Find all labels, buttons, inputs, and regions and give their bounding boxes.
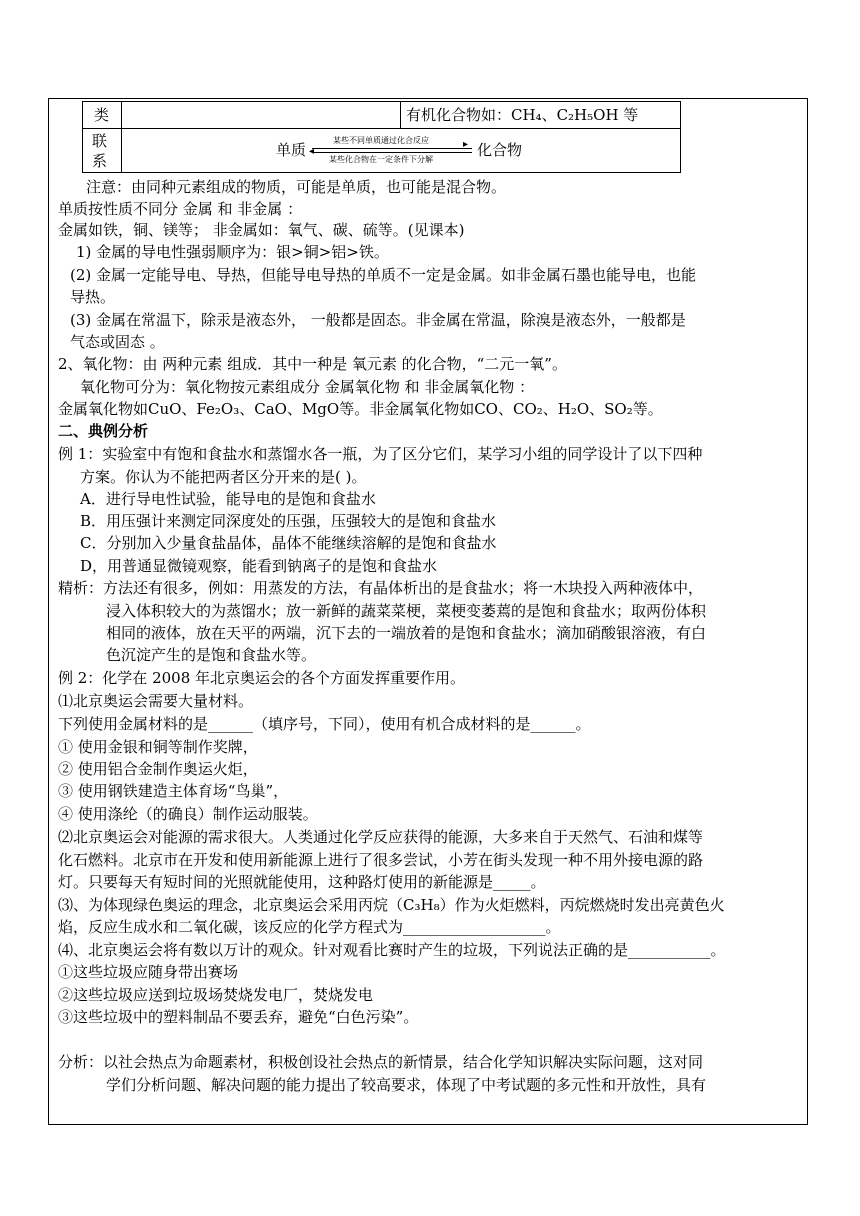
choice-3: ③这些垃圾中的塑料制品不要丢弃，避免“白色污染”。 [58, 1008, 419, 1026]
table-divider [82, 128, 681, 129]
analysis-line: 精析：方法还有很多，例如：用蒸发的方法，有晶体析出的是食盐水；将一木块投入两种液体中， [58, 579, 704, 597]
analysis-line: 相同的液体，放在天平的两端，沉下去的一端放着的是饱和食盐水；滴加硝酸银溶液，有白 [106, 624, 707, 642]
question-3-line: 焰，反应生成水和二氧化碳，该反应的化学方程式为___________________。 [58, 918, 561, 936]
term-element: 单质 [276, 141, 307, 159]
text-line: 气态或固态 。 [70, 333, 165, 351]
item-4: ④ 使用涤纶（的确良）制作运动服装。 [58, 805, 318, 823]
item-3: ③ 使用钢铁建造主体育场“鸟巢”， [58, 782, 289, 800]
question-3-line: ⑶、为体现绿色奥运的理念，北京奥运会采用丙烷（C₃H₈）作为火炬燃料，丙烷燃烧时发出亮黄色火 [58, 896, 725, 914]
example-1-line: 方案。你认为不能把两者区分开来的是( )。 [80, 468, 367, 486]
arrow-left [312, 152, 472, 153]
text-line: 1) 金属的导电性强弱顺序为：银>铜>铝>铁。 [76, 243, 389, 261]
summary-line: 分析：以社会热点为命题素材，积极创设社会热点的新情景，结合化学知识解决实际问题，这对同 [58, 1053, 704, 1071]
summary-line: 学们分析问题、解决问题的能力提出了较高要求，体现了中考试题的多元性和开放性，具有 [106, 1076, 707, 1094]
text-line: 导热。 [70, 288, 116, 306]
analysis-line: 浸入体积较大的为蒸馏水；放一新鲜的蔬菜菜梗，菜梗变萎蔫的是饱和食盐水；取两份体积 [106, 602, 707, 620]
example-1-line: 例 1：实验室中有饱和食盐水和蒸馏水各一瓶，为了区分它们，某学习小组的同学设计了以下四种 [58, 445, 703, 463]
analysis-line: 色沉淀产生的是饱和食盐水等。 [106, 646, 317, 664]
arrow-top-label: 某些不同单质通过化合反应 [333, 136, 429, 145]
question-2-line: ⑵北京奥运会对能源的需求很大。人类通过化学反应获得的能源，大多来自于天然气、石油和煤等 [58, 828, 704, 846]
question-2-line: 灯。只要每天有短时间的光照就能使用，这种路灯使用的新能源是_____。 [58, 873, 546, 891]
text-line: 金属氧化物如CuO、Fe₂O₃、CaO、MgO等。非金属氧化物如CO、CO₂、H₂O、SO₂等。 [58, 400, 663, 418]
text-line: 氧化物可分为：氧化物按元素组成分 金属氧化物 和 非金属氧化物 ： [80, 378, 535, 396]
table-divider [400, 101, 401, 128]
term-compound: 化合物 [477, 141, 523, 159]
text-line: (3) 金属在常温下，除汞是液态外， 一般都是固态。非金属在常温，除溴是液态外，一般都是 [70, 311, 686, 329]
note-line: 注意：由同种元素组成的物质，可能是单质，也可能是混合物。 [86, 178, 507, 196]
question-4-line: ⑷、北京奥运会将有数以万计的观众。针对观看比赛时产生的垃圾，下列说法正确的是___________。 [58, 941, 726, 959]
table-cell-category: 类 [94, 106, 110, 124]
table-divider [121, 101, 122, 173]
arrow-bottom-label: 某些化合物在一定条件下分解 [329, 155, 433, 164]
choice-1: ①这些垃圾应随身带出赛场 [58, 963, 239, 981]
option-b: B．用压强计来测定同深度处的压强，压强较大的是饱和食盐水 [80, 512, 497, 530]
section-heading: 二、典例分析 [58, 422, 149, 440]
text-line: 金属如铁，铜、镁等； 非金属如：氧气、碳、硫等。(见课本) [58, 221, 465, 239]
table-cell-relation-2: 系 [92, 152, 108, 170]
item-2: ② 使用铝合金制作奥运火炬， [58, 760, 258, 778]
arrow-left-head: ◂ [309, 146, 315, 157]
arrow-right-head: ▸ [463, 139, 469, 150]
table-cell-relation-1: 联 [92, 132, 108, 150]
example-2-line: 例 2：化学在 2008 年北京奥运会的各个方面发挥重要作用。 [58, 669, 466, 687]
choice-2: ②这些垃圾应送到垃圾场焚烧发电厂，焚烧发电 [58, 986, 374, 1004]
example-2-line: ⑴北京奥运会需要大量材料。 [58, 692, 254, 710]
text-line: 2、氧化物：由 两种元素 组成．其中一种是 氧元素 的化合物，“二元一氧”。 [58, 355, 567, 373]
text-line: 单质按性质不同分 金属 和 非金属 ： [58, 200, 303, 218]
arrow-right [312, 148, 472, 149]
item-1: ① 使用金银和铜等制作奖牌， [58, 738, 258, 756]
option-c: C．分别加入少量食盐晶体，晶体不能继续溶解的是饱和食盐水 [80, 534, 497, 552]
example-2-line: 下列使用金属材料的是______（填序号，下同），使用有机合成材料的是______。 [58, 715, 591, 733]
option-a: A．进行导电性试验，能导电的是饱和食盐水 [80, 490, 376, 508]
table-cell-organic: 有机化合物如：CH₄、C₂H₅OH 等 [406, 106, 639, 124]
text-line: (2) 金属一定能导电、导热，但能导电导热的单质不一定是金属。如非金属石墨也能导电，也能 [70, 266, 697, 284]
question-2-line: 化石燃料。北京市在开发和使用新能源上进行了很多尝试，小芳在街头发现一种不用外接电源的路 [58, 851, 704, 869]
option-d: D，用普通显微镜观察，能看到钠离子的是饱和食盐水 [80, 557, 438, 575]
